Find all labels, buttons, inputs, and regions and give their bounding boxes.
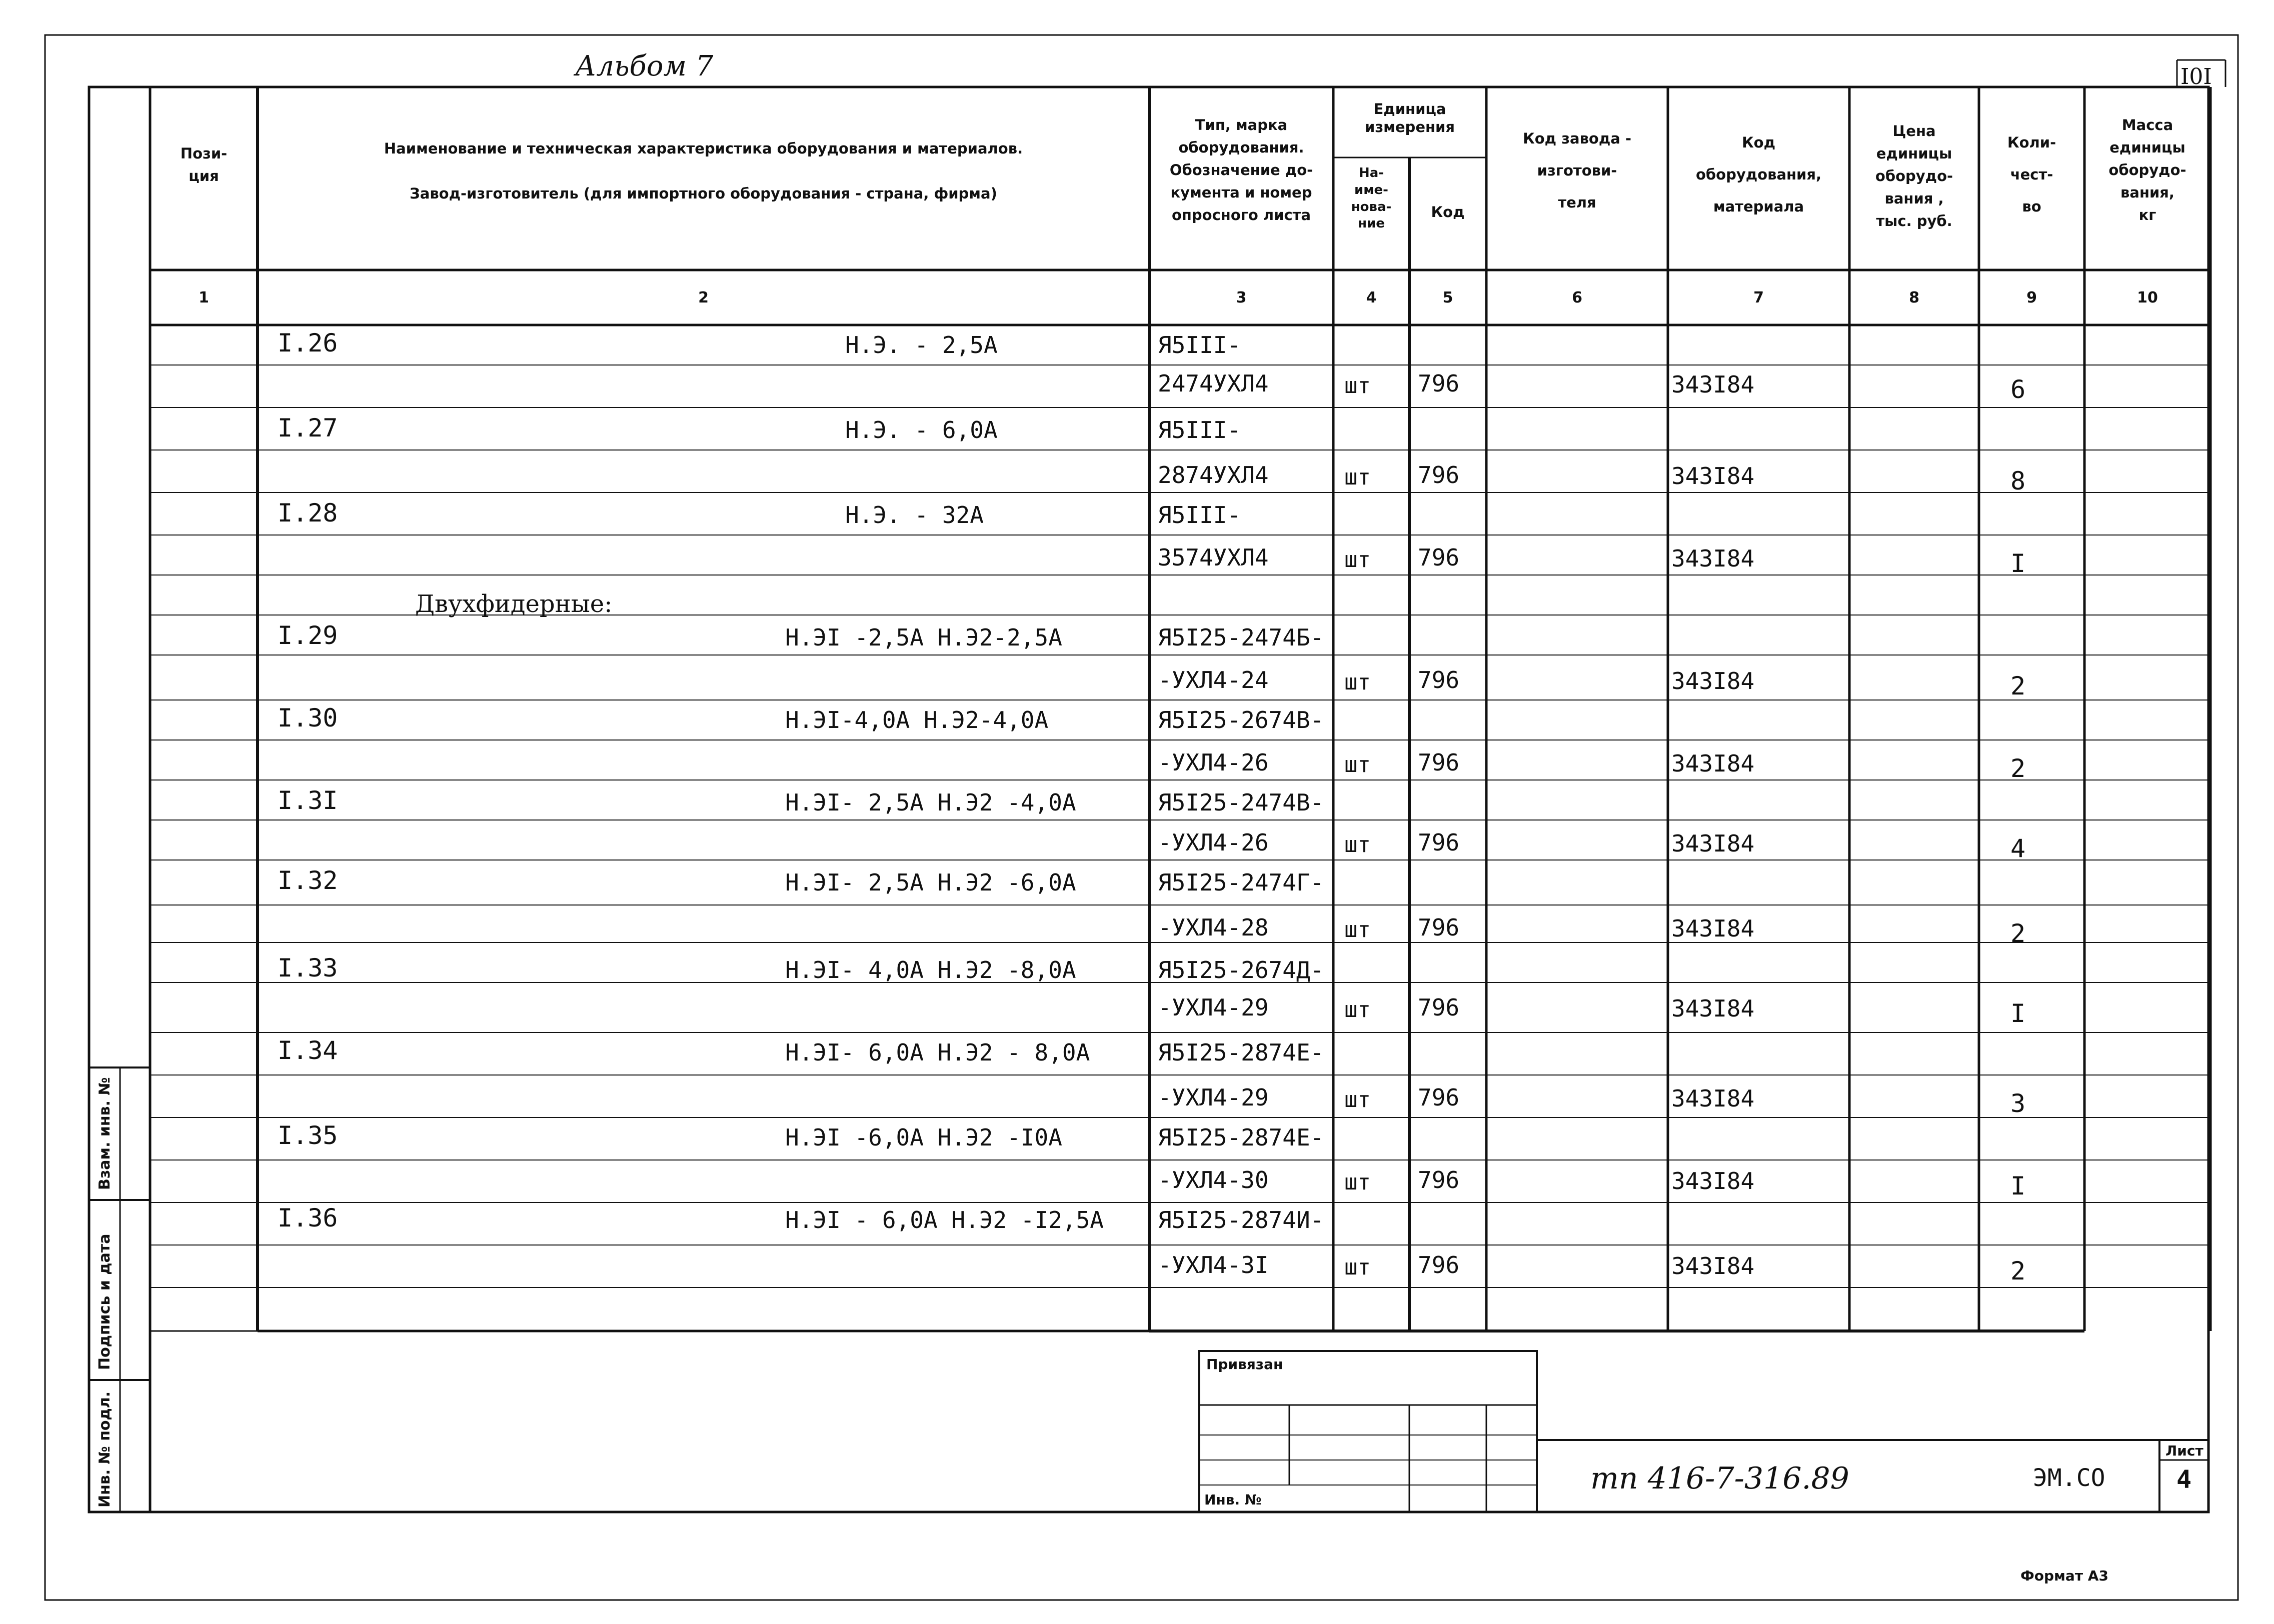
row-type-line2: 3574УХЛ4	[1158, 544, 1269, 571]
row-position: I.34	[278, 1036, 338, 1065]
stamp-sheet-number: 4	[2176, 1465, 2192, 1494]
row-type-line2: -УХЛ4-26	[1158, 749, 1269, 776]
row-position: I.36	[278, 1204, 338, 1232]
row-unit-code: 796	[1418, 544, 1460, 571]
column-number-6: 6	[1572, 289, 1582, 306]
row-type-line1: Я5III-	[1158, 502, 1241, 528]
row-quantity: 2	[2010, 672, 2026, 700]
row-material-code: 343I84	[1671, 545, 1755, 572]
stamp-inv-no: Инв. №	[1204, 1492, 1262, 1508]
row-unit-name: шт	[1344, 373, 1371, 398]
column-number-1: 1	[199, 289, 209, 306]
row-type-line1: Я5I25-2874Е-	[1158, 1124, 1324, 1151]
row-description: Н.ЭI-4,0А Н.Э2-4,0А	[785, 706, 1049, 734]
row-position: I.30	[278, 704, 338, 732]
stamp-sheet-label: Лист	[2165, 1442, 2203, 1459]
row-position: I.35	[278, 1121, 338, 1150]
row-type-line1: Я5I25-2874И-	[1158, 1206, 1324, 1234]
format-label: Формат А3	[2020, 1568, 2108, 1584]
row-material-code: 343I84	[1671, 1168, 1755, 1194]
column-number-10: 10	[2137, 289, 2158, 306]
column-number-7: 7	[1753, 289, 1764, 306]
row-type-line2: -УХЛ4-29	[1158, 1084, 1269, 1111]
column-number-4: 4	[1366, 289, 1377, 306]
row-description: Н.ЭI -6,0А Н.Э2 -I0А	[785, 1124, 1062, 1151]
column-header-9: Коли- чест- во	[2007, 134, 2056, 215]
row-unit-code: 796	[1418, 370, 1460, 397]
row-quantity: 2	[2010, 754, 2026, 783]
row-type-line1: Я5I25-2474Г-	[1158, 869, 1324, 896]
column-number-5: 5	[1442, 289, 1453, 306]
column-header-8: Цена единицы оборудо- вания , тыс. руб.	[1875, 122, 1953, 230]
column-header-2: Наименование и техническая характеристика оборудования и материалов. Завод-изготовитель (для импортного оборудования - страна, фирма)	[384, 140, 1023, 202]
stamp-privyazan: Привязан	[1206, 1356, 1283, 1372]
row-material-code: 343I84	[1671, 750, 1755, 777]
column-header-3: Тип, марка оборудования. Обозначение до- кумента и номер опросного листа	[1169, 116, 1313, 224]
row-position: I.29	[278, 621, 338, 650]
side-label-vzam-inv: Взам. инв. №	[96, 1077, 114, 1190]
row-unit-code: 796	[1418, 666, 1460, 694]
column-header-6: Код завода - изготови- теля	[1523, 130, 1631, 211]
row-type-line1: Я5III-	[1158, 332, 1241, 358]
row-description: Н.ЭI- 6,0А Н.Э2 - 8,0А	[785, 1039, 1090, 1066]
row-unit-name: шт	[1344, 1087, 1371, 1112]
row-unit-name: шт	[1344, 464, 1371, 490]
column-number-2: 2	[698, 289, 709, 306]
row-position: I.3I	[278, 786, 338, 815]
row-quantity: 3	[2010, 1089, 2026, 1118]
row-type-line2: 2474УХЛ4	[1158, 370, 1269, 397]
row-type-line1: Я5I25-2674В-	[1158, 706, 1324, 734]
row-type-line2: -УХЛ4-29	[1158, 994, 1269, 1021]
row-unit-name: шт	[1344, 997, 1371, 1022]
side-label-inv-podl: Инв. № подл.	[96, 1391, 114, 1508]
row-unit-name: шт	[1344, 832, 1371, 858]
subheading-dual-feeder: Двухфидерные:	[415, 590, 613, 618]
row-type-line1: Я5I25-2474В-	[1158, 789, 1324, 816]
row-description: Н.ЭI - 6,0А Н.Э2 -I2,5А	[785, 1206, 1104, 1234]
row-position: I.28	[278, 498, 338, 528]
row-material-code: 343I84	[1671, 1252, 1755, 1280]
row-type-line1: Я5I25-2474Б-	[1158, 624, 1324, 651]
row-quantity: 4	[2010, 834, 2026, 863]
page-corner-number: I0I	[2180, 64, 2212, 90]
row-quantity: 2	[2010, 919, 2026, 948]
row-quantity: 2	[2010, 1256, 2026, 1286]
stamp-section: ЭМ.СО	[2033, 1464, 2105, 1492]
row-unit-code: 796	[1418, 1166, 1460, 1194]
row-description: Н.ЭI -2,5А Н.Э2-2,5А	[785, 624, 1062, 651]
row-material-code: 343I84	[1671, 371, 1755, 398]
row-type-line2: -УХЛ4-3I	[1158, 1252, 1269, 1278]
row-description: Н.Э. - 6,0А	[845, 416, 998, 444]
row-type-line1: Я5I25-2674Д-	[1158, 956, 1324, 984]
row-type-line1: Я5I25-2874Е-	[1158, 1039, 1324, 1066]
row-unit-name: шт	[1344, 547, 1371, 572]
row-description: Н.ЭI- 4,0А Н.Э2 -8,0А	[785, 956, 1076, 984]
column-number-8: 8	[1909, 289, 1919, 306]
column-header-10: Масса единицы оборудо- вания, кг	[2108, 116, 2186, 224]
row-unit-code: 796	[1418, 462, 1460, 488]
row-quantity: I	[2010, 1172, 2026, 1200]
row-type-line2: -УХЛ4-28	[1158, 914, 1269, 941]
row-type-line2: 2874УХЛ4	[1158, 462, 1269, 488]
row-description: Н.Э. - 2,5А	[845, 332, 998, 358]
row-material-code: 343I84	[1671, 915, 1755, 942]
row-position: I.33	[278, 954, 338, 982]
row-quantity: 8	[2010, 466, 2026, 496]
row-unit-name: шт	[1344, 1254, 1371, 1280]
column-header-4: На- име- нова- ние	[1351, 166, 1392, 232]
row-unit-name: шт	[1344, 1170, 1371, 1195]
row-material-code: 343I84	[1671, 462, 1755, 490]
stamp-doc-code: тп 416-7-316.89	[1590, 1461, 1849, 1496]
side-label-podpis-data: Подпись и дата	[96, 1234, 114, 1370]
row-unit-code: 796	[1418, 1084, 1460, 1111]
row-type-line2: -УХЛ4-26	[1158, 829, 1269, 856]
row-unit-code: 796	[1418, 994, 1460, 1021]
row-unit-code: 796	[1418, 914, 1460, 941]
row-quantity: 6	[2010, 375, 2026, 404]
row-material-code: 343I84	[1671, 1085, 1755, 1112]
row-description: Н.ЭI- 2,5А Н.Э2 -4,0А	[785, 789, 1076, 816]
row-unit-code: 796	[1418, 829, 1460, 856]
row-unit-name: шт	[1344, 670, 1371, 695]
row-type-line2: -УХЛ4-30	[1158, 1166, 1269, 1194]
row-position: I.26	[278, 328, 338, 358]
row-position: I.27	[278, 414, 338, 442]
row-unit-code: 796	[1418, 1252, 1460, 1278]
row-unit-name: шт	[1344, 752, 1371, 778]
row-position: I.32	[278, 866, 338, 895]
row-quantity: I	[2010, 549, 2026, 578]
row-material-code: 343I84	[1671, 668, 1755, 694]
column-header-7: Код оборудования, материала	[1695, 134, 1822, 215]
row-material-code: 343I84	[1671, 995, 1755, 1022]
row-type-line2: -УХЛ4-24	[1158, 666, 1269, 694]
row-unit-code: 796	[1418, 749, 1460, 776]
row-quantity: I	[2010, 999, 2026, 1028]
column-header-5: Код	[1431, 204, 1465, 220]
row-description: Н.Э. - 32А	[845, 502, 984, 528]
row-unit-name: шт	[1344, 917, 1371, 942]
album-label: Альбом 7	[575, 50, 714, 82]
row-type-line1: Я5III-	[1158, 416, 1241, 444]
column-number-3: 3	[1236, 289, 1247, 306]
column-number-9: 9	[2026, 289, 2037, 306]
row-material-code: 343I84	[1671, 830, 1755, 857]
column-header-1: Пози- ция	[180, 145, 228, 184]
unit-group-header: Единица измерения	[1365, 100, 1455, 136]
row-description: Н.ЭI- 2,5А Н.Э2 -6,0А	[785, 869, 1076, 896]
